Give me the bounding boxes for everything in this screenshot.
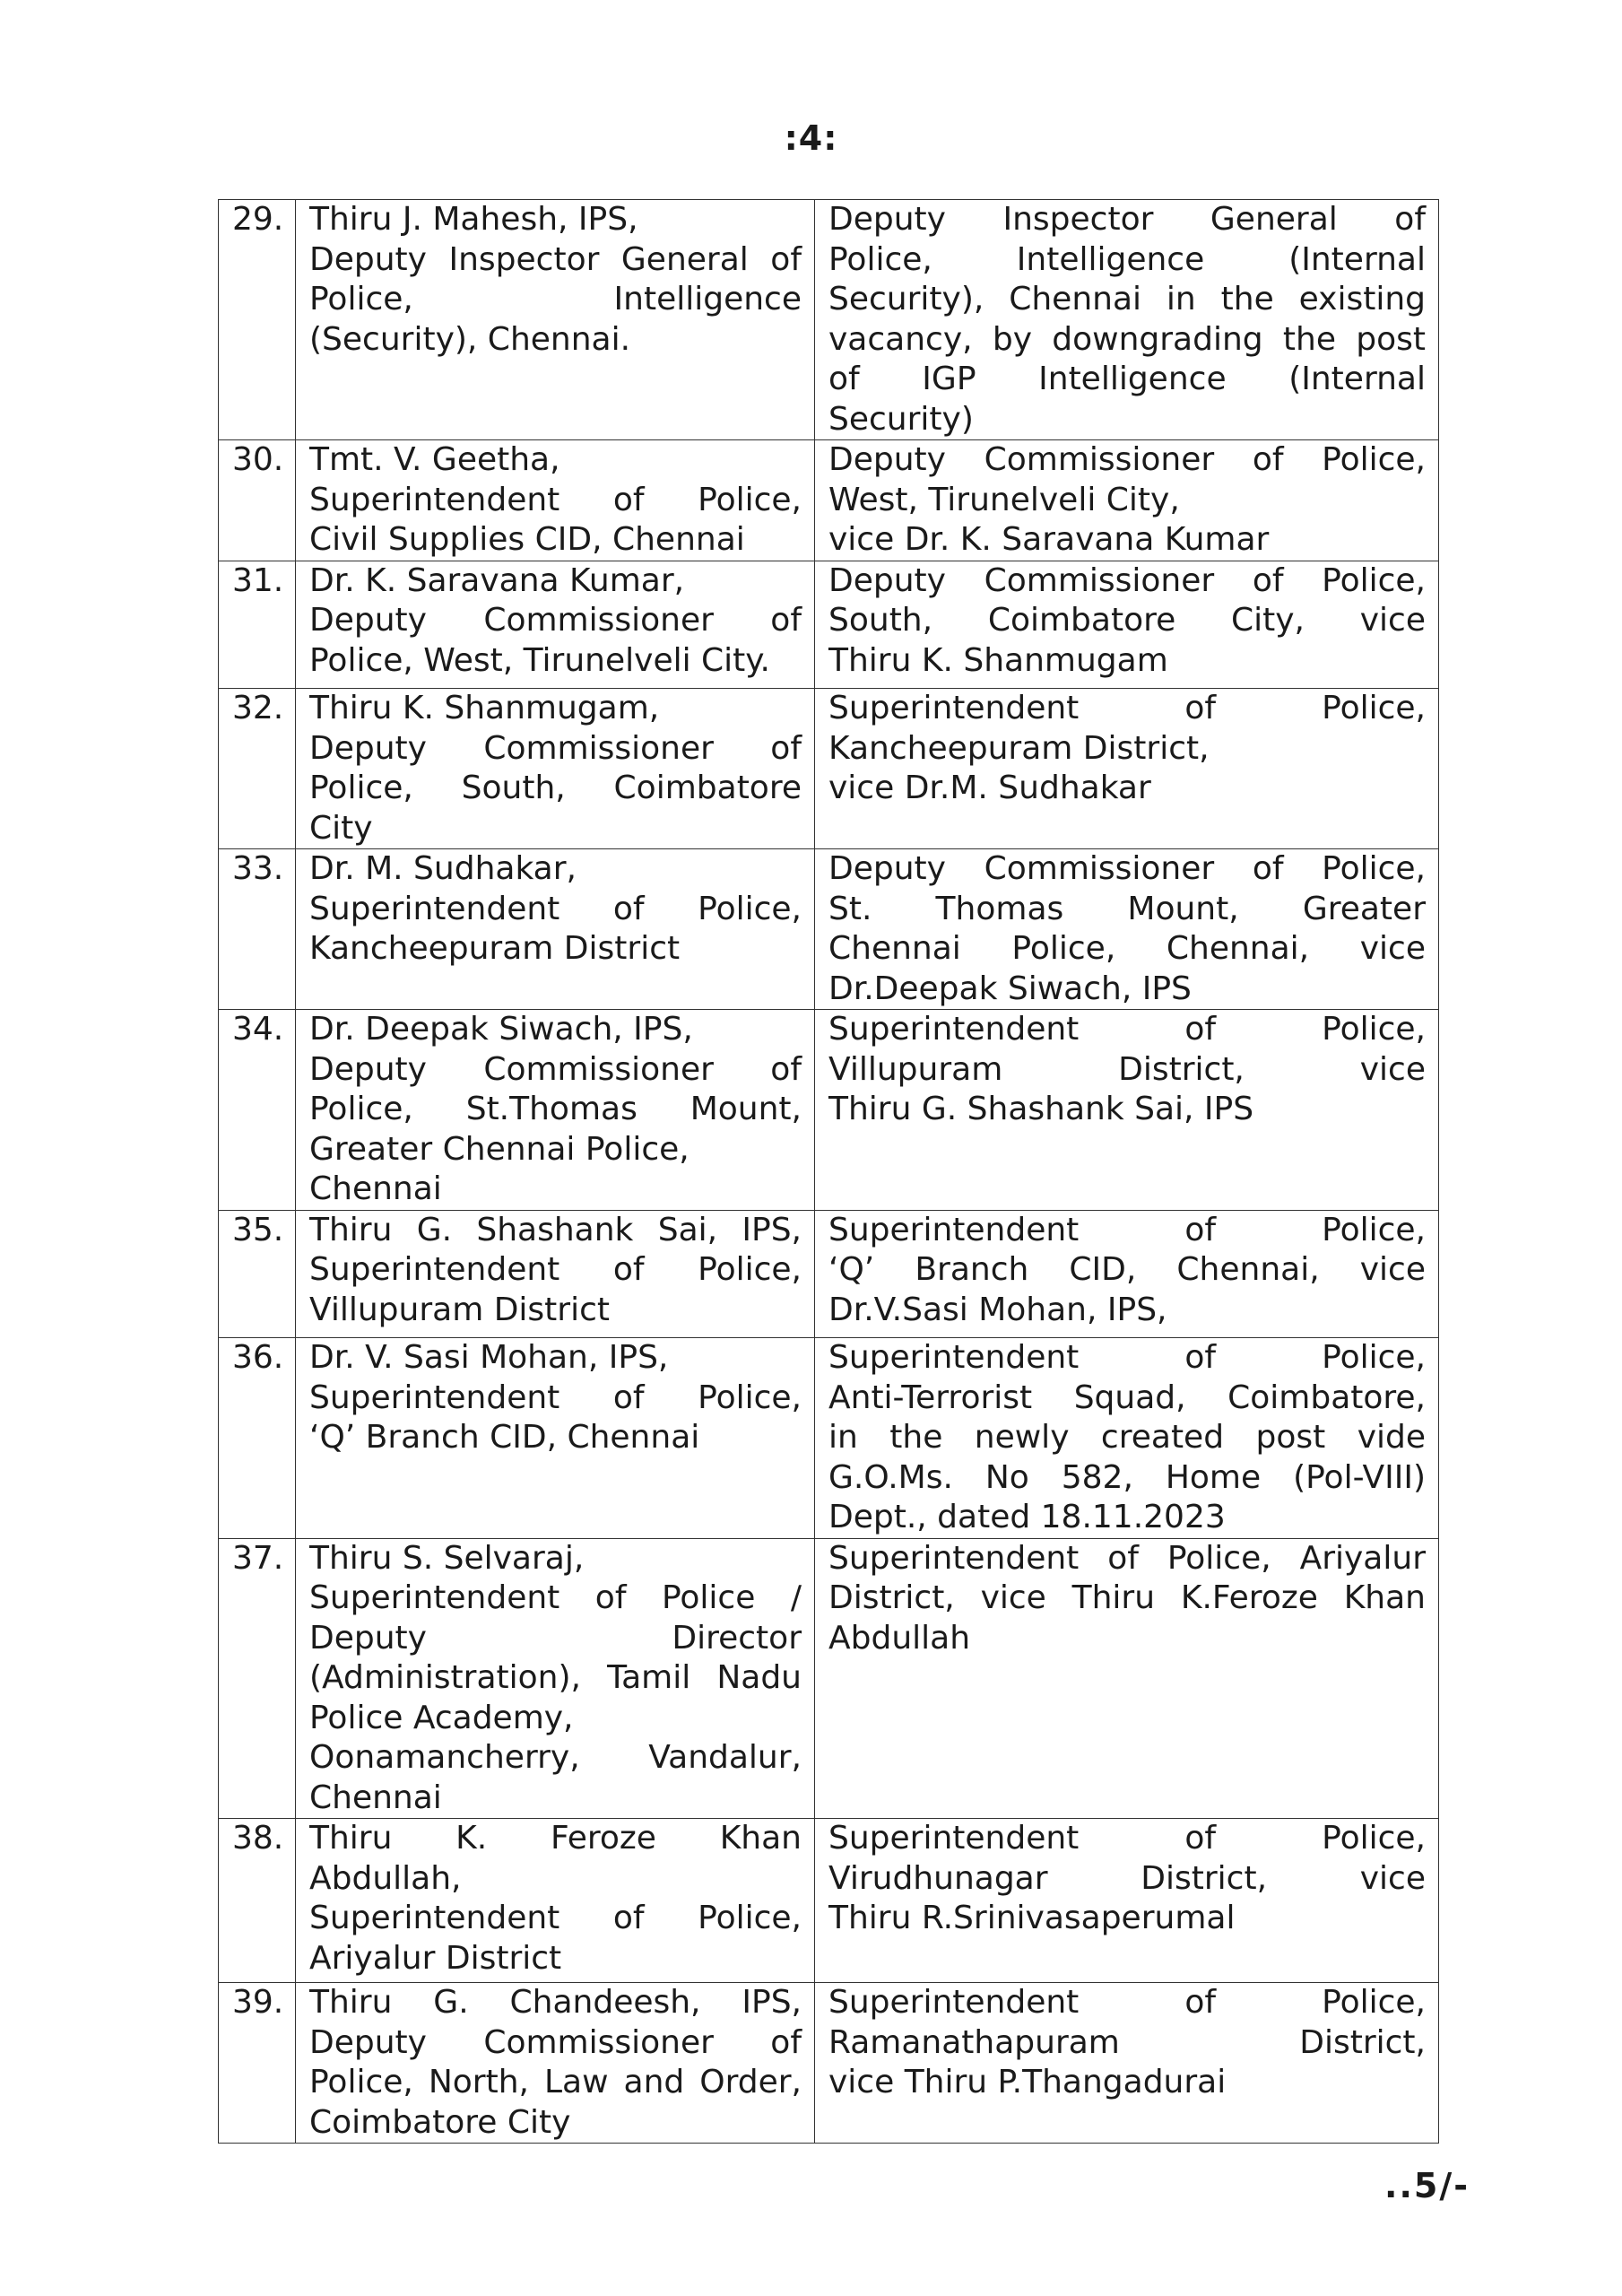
serial-number-cell: 39.: [219, 1983, 296, 2144]
officer-line: Deputy Director: [309, 1619, 802, 1657]
officer-line: Dr. M. Sudhakar,: [309, 850, 577, 887]
posting-line: West, Tirunelveli City,: [828, 481, 1180, 518]
table-row: [219, 1538, 1439, 1819]
officer-line: Civil Supplies CID, Chennai: [309, 521, 745, 558]
posting-line: in the newly created post vide: [828, 1419, 1426, 1456]
officer-line: Thiru G. Shashank Sai, IPS,: [309, 1211, 802, 1248]
officer-line: Police Academy,: [309, 1699, 574, 1736]
serial-number-cell: 37.: [219, 1538, 296, 1819]
posting-line: vice Dr.M. Sudhakar: [828, 770, 1151, 806]
officer-line: Superintendent of Police,: [309, 1251, 802, 1288]
officer-line: Chennai: [309, 1779, 442, 1816]
posting-line: Superintendent of Police,: [828, 1339, 1426, 1376]
posting-line: Thiru K. Shanmugam: [828, 641, 1168, 679]
posting-line: Dept., dated 18.11.2023: [828, 1499, 1226, 1535]
officer-cell: [296, 1538, 815, 1819]
posting-cell: [815, 1010, 1439, 1211]
officer-line: Deputy Inspector General of: [309, 240, 802, 278]
serial-number-cell: 35.: [219, 1210, 296, 1338]
posting-line: Abdullah: [828, 1619, 971, 1657]
posting-line: Deputy Commissioner of Police,: [828, 561, 1426, 599]
officer-line: Superintendent of Police /: [309, 1579, 802, 1616]
officer-line: Coimbatore City: [309, 2103, 571, 2141]
officer-line: Thiru S. Selvaraj,: [309, 1539, 585, 1577]
officer-line: Deputy Commissioner of: [309, 602, 802, 639]
posting-cell: [815, 561, 1439, 689]
officer-line: Thiru J. Mahesh, IPS,: [309, 201, 638, 238]
posting-line: Villupuram District, vice: [828, 1050, 1426, 1088]
posting-line: Superintendent of Police, Ariyalur: [828, 1539, 1426, 1577]
officer-line: Chennai: [309, 1170, 442, 1207]
continued-page-marker: ..5/-: [1384, 2166, 1470, 2205]
posting-line: vacancy, by downgrading the post: [828, 320, 1426, 358]
posting-line: St. Thomas Mount, Greater: [828, 890, 1426, 927]
posting-line: Police, Intelligence (Internal: [828, 240, 1426, 278]
table-row: [219, 1819, 1439, 1983]
officer-cell: [296, 440, 815, 561]
posting-line: Deputy Commissioner of Police,: [828, 850, 1426, 887]
officer-line: Thiru K. Feroze Khan: [309, 1820, 802, 1857]
serial-number-cell: 30.: [219, 440, 296, 561]
posting-cell: [815, 1210, 1439, 1338]
serial-number-cell: 34.: [219, 1010, 296, 1211]
posting-cell: [815, 1983, 1439, 2144]
officer-cell: [296, 1819, 815, 1983]
posting-table-body: [219, 200, 1439, 2144]
officer-line: Deputy Commissioner of: [309, 729, 802, 767]
posting-line: Deputy Commissioner of Police,: [828, 441, 1426, 478]
officer-line: Abdullah,: [309, 1859, 462, 1897]
posting-cell: [815, 849, 1439, 1010]
table-row: [219, 1210, 1439, 1338]
serial-number-cell: 32.: [219, 689, 296, 849]
officer-cell: [296, 849, 815, 1010]
posting-line: Security), Chennai in the existing: [828, 281, 1426, 317]
officer-line: Kancheepuram District: [309, 930, 681, 967]
officer-cell: [296, 1983, 815, 2144]
officer-line: ‘Q’ Branch CID, Chennai: [309, 1419, 700, 1456]
officer-line: Thiru K. Shanmugam,: [309, 690, 660, 726]
table-row: [219, 849, 1439, 1010]
posting-line: Superintendent of Police,: [828, 690, 1426, 726]
officer-cell: [296, 1210, 815, 1338]
table-row: [219, 689, 1439, 849]
officer-line: Ariyalur District: [309, 1939, 562, 1977]
serial-number-cell: 38.: [219, 1819, 296, 1983]
officer-line: Police, West, Tirunelveli City.: [309, 641, 770, 679]
posting-line: Superintendent of Police,: [828, 1984, 1426, 2021]
posting-table: [218, 199, 1439, 2144]
posting-line: South, Coimbatore City, vice: [828, 602, 1426, 639]
posting-line: Anti-Terrorist Squad, Coimbatore,: [828, 1378, 1426, 1416]
posting-line: Dr.V.Sasi Mohan, IPS,: [828, 1291, 1167, 1328]
officer-line: (Security), Chennai.: [309, 320, 631, 358]
officer-line: Police, St.Thomas Mount,: [309, 1091, 802, 1127]
posting-line: G.O.Ms. No 582, Home (Pol-VIII): [828, 1458, 1426, 1496]
posting-line: Deputy Inspector General of: [828, 201, 1426, 238]
table-row: [219, 1338, 1439, 1539]
posting-line: Thiru R.Srinivasaperumal: [828, 1900, 1236, 1936]
serial-number-cell: 31.: [219, 561, 296, 689]
officer-cell: [296, 689, 815, 849]
officer-line: Greater Chennai Police,: [309, 1130, 690, 1168]
officer-line: Oonamancherry, Vandalur,: [309, 1739, 802, 1776]
officer-line: Superintendent of Police,: [309, 1900, 802, 1936]
officer-line: Villupuram District: [309, 1291, 611, 1328]
officer-line: Superintendent of Police,: [309, 890, 802, 927]
posting-line: Kancheepuram District,: [828, 729, 1210, 767]
posting-line: Superintendent of Police,: [828, 1820, 1426, 1857]
officer-cell: [296, 1338, 815, 1539]
posting-cell: [815, 200, 1439, 440]
table-row: [219, 1983, 1439, 2144]
posting-cell: [815, 440, 1439, 561]
officer-line: (Administration), Tamil Nadu: [309, 1659, 802, 1696]
table-row: [219, 1010, 1439, 1211]
posting-cell: [815, 1338, 1439, 1539]
officer-line: Police, Intelligence: [309, 281, 802, 317]
officer-line: City: [309, 809, 373, 847]
posting-line: vice Thiru P.Thangadurai: [828, 2064, 1227, 2100]
page-number-top: :4:: [784, 118, 838, 158]
posting-cell: [815, 689, 1439, 849]
officer-line: Deputy Commissioner of: [309, 1050, 802, 1088]
posting-line: Dr.Deepak Siwach, IPS: [828, 970, 1192, 1007]
table-row: [219, 440, 1439, 561]
table-row: [219, 561, 1439, 689]
posting-line: of IGP Intelligence (Internal: [828, 361, 1426, 397]
officer-line: Dr. K. Saravana Kumar,: [309, 561, 685, 599]
serial-number-cell: 36.: [219, 1338, 296, 1539]
posting-line: Thiru G. Shashank Sai, IPS: [828, 1091, 1254, 1127]
officer-line: Deputy Commissioner of: [309, 2023, 802, 2061]
posting-line: Security): [828, 400, 974, 438]
posting-line: Superintendent of Police,: [828, 1011, 1426, 1048]
serial-number-cell: 33.: [219, 849, 296, 1010]
posting-cell: [815, 1538, 1439, 1819]
serial-number-cell: 29.: [219, 200, 296, 440]
officer-cell: [296, 561, 815, 689]
posting-line: ‘Q’ Branch CID, Chennai, vice: [828, 1251, 1426, 1288]
posting-line: Superintendent of Police,: [828, 1211, 1426, 1248]
officer-line: Tmt. V. Geetha,: [309, 441, 560, 478]
table-row: [219, 200, 1439, 440]
posting-line: Chennai Police, Chennai, vice: [828, 930, 1426, 967]
posting-line: District, vice Thiru K.Feroze Khan: [828, 1579, 1426, 1616]
officer-line: Superintendent of Police,: [309, 1378, 802, 1416]
officer-cell: [296, 1010, 815, 1211]
posting-line: Ramanathapuram District,: [828, 2023, 1426, 2061]
officer-line: Dr. Deepak Siwach, IPS,: [309, 1011, 693, 1048]
posting-line: vice Dr. K. Saravana Kumar: [828, 521, 1270, 558]
officer-line: Thiru G. Chandeesh, IPS,: [309, 1984, 802, 2021]
officer-line: Superintendent of Police,: [309, 481, 802, 518]
officer-line: Dr. V. Sasi Mohan, IPS,: [309, 1339, 669, 1376]
officer-line: Police, South, Coimbatore: [309, 770, 802, 806]
posting-cell: [815, 1819, 1439, 1983]
posting-line: Virudhunagar District, vice: [828, 1859, 1426, 1897]
officer-line: Police, North, Law and Order,: [309, 2064, 802, 2100]
officer-cell: [296, 200, 815, 440]
